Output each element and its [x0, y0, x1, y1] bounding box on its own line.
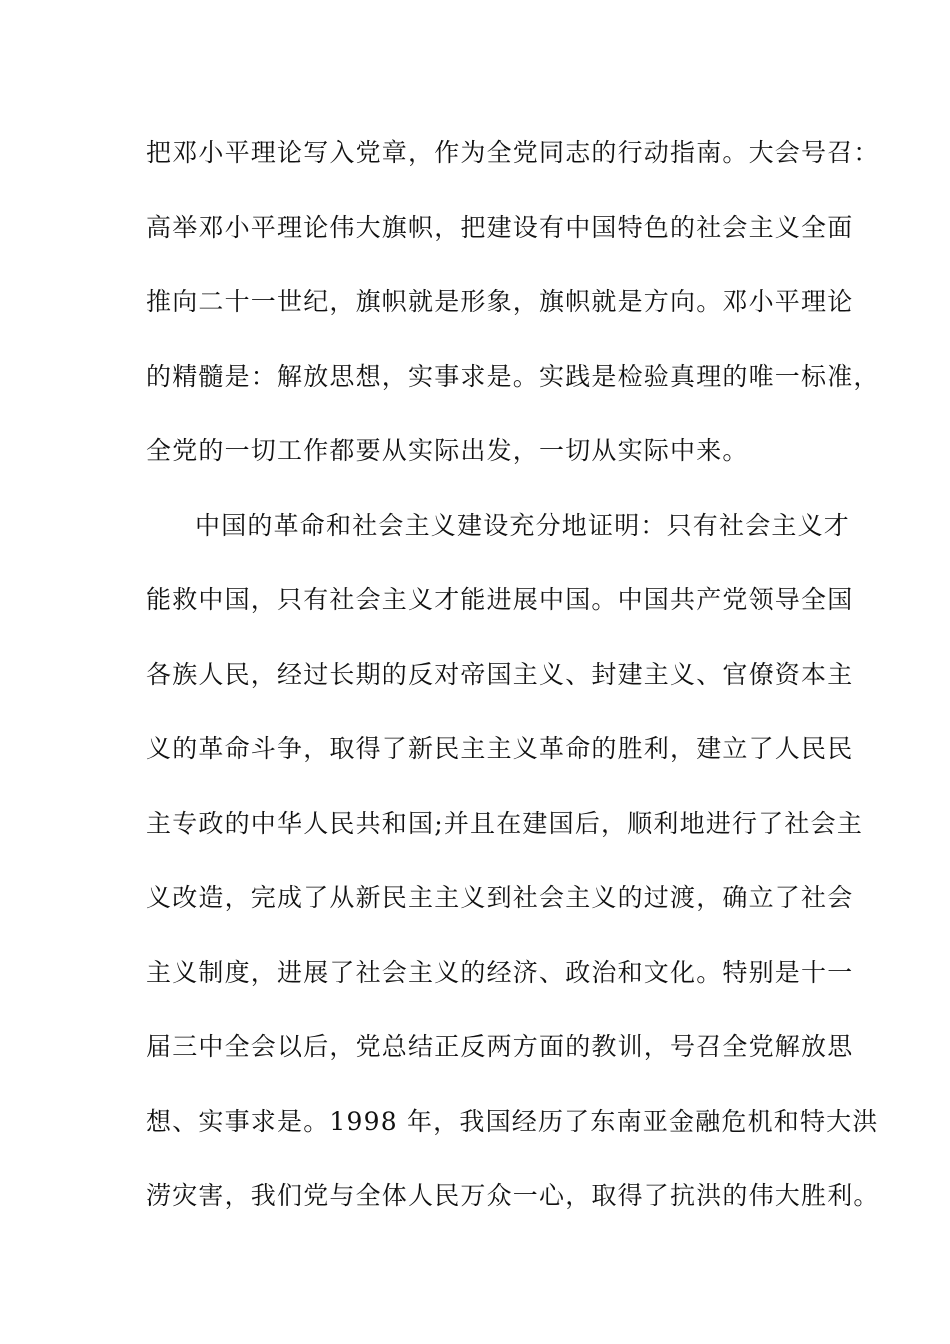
text-line: 义改造，完成了从新民主主义到社会主义的过渡，确立了社会: [146, 883, 854, 912]
text-line: 把邓小平理论写入党章，作为全党同志的行动指南。大会号召：: [146, 138, 880, 167]
text-line: 涝灾害，我们党与全体人民万众一心，取得了抗洪的伟大胜利。: [146, 1181, 880, 1210]
paragraph: [146, 501, 880, 1246]
text-line: 能救中国，只有社会主义才能进展中国。中国共产党领导全国: [146, 585, 854, 614]
text-line: 的精髓是：解放思想，实事求是。实践是检验真理的唯一标准，: [146, 361, 880, 391]
text-line: 想、实事求是。1998 年，我国经历了东南亚金融危机和特大洪: [146, 1106, 879, 1136]
text-line: 主专政的中华人民共和国;并且在建国后，顺利地进行了社会主: [146, 808, 864, 838]
text-line: 届三中全会以后，党总结正反两方面的教训，号召全党解放思: [146, 1032, 854, 1061]
text-line: 义的革命斗争，取得了新民主主义革命的胜利，建立了人民民: [146, 734, 854, 763]
text-line: 主义制度，进展了社会主义的经济、政治和文化。特别是十一: [146, 957, 854, 987]
text-line: 高举邓小平理论伟大旗帜，把建设有中国特色的社会主义全面: [146, 212, 854, 242]
text-line: 中国的革命和社会主义建设充分地证明：只有社会主义才: [195, 510, 851, 540]
text-line: 各族人民，经过长期的反对帝国主义、封建主义、官僚资本主: [146, 659, 854, 689]
text-line: 推向二十一世纪，旗帜就是形象，旗帜就是方向。邓小平理论: [146, 287, 854, 316]
paragraph: [146, 128, 880, 501]
text-line: 全党的一切工作都要从实际出发，一切从实际中来。: [146, 436, 749, 465]
body-text: [146, 128, 880, 1246]
